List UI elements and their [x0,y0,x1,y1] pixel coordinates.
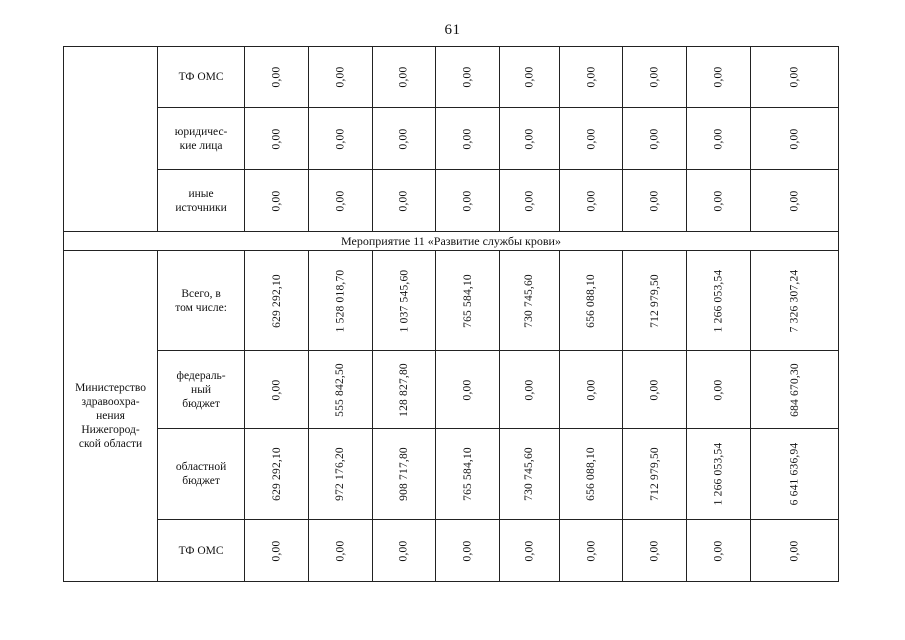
value-cell [687,108,751,170]
value-cell [687,251,751,351]
cell-value: 712 979,50 [648,447,661,501]
value-cell [308,108,372,170]
cell-value: 0,00 [585,190,598,211]
source-label: иные источники [158,170,245,232]
value-cell [308,251,372,351]
page-number: 61 [444,22,461,38]
cell-value: 1 037 545,60 [397,269,410,332]
value-cell [245,351,309,429]
value-cell [308,170,372,232]
source-label: ТФ ОМС [158,520,245,582]
value-cell [245,520,309,582]
source-label: юридичес- кие лица [158,108,245,170]
cell-value: 0,00 [461,190,474,211]
value-cell [750,170,838,232]
cell-value: 0,00 [523,540,536,561]
cell-value: 0,00 [397,190,410,211]
cell-value: 0,00 [461,66,474,88]
cell-value: 6 641 636,94 [788,442,801,506]
table-row [64,108,839,170]
value-cell [687,170,751,232]
cell-value: 0,00 [712,128,725,149]
table-row [64,520,839,582]
cell-value: 0,00 [585,128,598,149]
cell-value: 0,00 [712,190,725,211]
cell-value: 0,00 [648,379,661,400]
cell-value: 0,00 [397,540,410,561]
cell-value: 0,00 [270,190,283,211]
cell-value: 0,00 [397,128,410,149]
value-cell [750,251,838,351]
cell-value: 1 528 018,70 [334,269,347,332]
value-cell [687,520,751,582]
value-cell [500,520,560,582]
value-cell [372,108,436,170]
value-cell [623,520,687,582]
cell-value: 712 979,50 [648,273,661,328]
value-cell [308,520,372,582]
value-cell [245,429,309,520]
value-cell [245,170,309,232]
value-cell [750,47,838,108]
cell-value: 7 326 307,24 [788,269,801,332]
organization-cell-empty [64,47,158,232]
cell-value: 555 842,50 [334,362,347,417]
value-cell [500,170,560,232]
cell-value: 0,00 [788,66,801,88]
table-row [64,170,839,232]
cell-value: 0,00 [648,190,661,211]
value-cell [436,520,500,582]
cell-value: 0,00 [461,379,474,400]
cell-value: 0,00 [334,66,347,88]
cell-value: 656 088,10 [585,447,598,501]
cell-value: 0,00 [712,379,725,400]
value-cell [750,351,838,429]
source-label: федераль- ный бюджет [158,351,245,429]
value-cell [750,108,838,170]
value-cell [559,108,623,170]
value-cell [750,429,838,520]
value-cell [500,108,560,170]
value-cell [623,108,687,170]
value-cell [245,47,309,108]
cell-value: 0,00 [648,128,661,149]
cell-value: 0,00 [585,540,598,561]
value-cell [750,520,838,582]
cell-value: 0,00 [270,540,283,561]
value-cell [687,429,751,520]
cell-value: 0,00 [334,540,347,561]
value-cell [623,429,687,520]
value-cell [372,170,436,232]
value-cell [500,47,560,108]
value-cell [687,47,751,108]
funding-table [63,46,839,582]
cell-value: 908 717,80 [397,447,410,501]
value-cell [436,47,500,108]
cell-value: 972 176,20 [334,447,347,501]
value-cell [559,429,623,520]
value-cell [559,47,623,108]
value-cell [436,251,500,351]
cell-value: 656 088,10 [585,273,598,328]
cell-value: 0,00 [270,379,283,400]
cell-value: 0,00 [712,66,725,88]
cell-value: 730 745,60 [523,273,536,328]
event-row [64,232,839,251]
cell-value: 684 670,30 [788,362,801,417]
table-row [64,251,839,351]
value-cell [308,351,372,429]
value-cell [500,251,560,351]
cell-value: 0,00 [523,190,536,211]
source-label: Всего, в том числе: [158,251,245,351]
event-title: Мероприятие 11 «Развитие службы крови» [64,232,839,251]
value-cell [500,429,560,520]
cell-value: 0,00 [648,540,661,561]
value-cell [559,351,623,429]
table-row [64,429,839,520]
table-body [64,47,839,582]
cell-value: 0,00 [397,66,410,88]
cell-value: 0,00 [523,128,536,149]
cell-value: 1 266 053,54 [712,442,725,506]
value-cell [308,429,372,520]
value-cell [372,520,436,582]
source-label: областной бюджет [158,429,245,520]
value-cell [500,351,560,429]
table-row [64,47,839,108]
value-cell [623,351,687,429]
value-cell [559,251,623,351]
value-cell [436,429,500,520]
cell-value: 0,00 [788,540,801,561]
organization-name: Министерство здравоохра- нения Нижегород- ской области [64,251,158,582]
value-cell [623,251,687,351]
cell-value: 0,00 [270,66,283,88]
value-cell [372,429,436,520]
cell-value: 629 292,10 [270,273,283,328]
value-cell [623,170,687,232]
cell-value: 0,00 [334,190,347,211]
value-cell [308,47,372,108]
cell-value: 0,00 [648,66,661,88]
cell-value: 0,00 [270,128,283,149]
cell-value: 0,00 [461,128,474,149]
value-cell [559,170,623,232]
cell-value: 0,00 [585,379,598,400]
value-cell [372,47,436,108]
table-row [64,351,839,429]
value-cell [436,170,500,232]
value-cell [372,351,436,429]
cell-value: 0,00 [461,540,474,561]
cell-value: 0,00 [788,190,801,211]
cell-value: 0,00 [334,128,347,149]
value-cell [559,520,623,582]
cell-value: 765 584,10 [461,273,474,328]
value-cell [623,47,687,108]
cell-value: 765 584,10 [461,447,474,501]
cell-value: 0,00 [523,66,536,88]
cell-value: 730 745,60 [523,447,536,501]
source-label: ТФ ОМС [158,47,245,108]
value-cell [245,251,309,351]
value-cell [687,351,751,429]
value-cell [436,351,500,429]
cell-value: 629 292,10 [270,447,283,501]
value-cell [245,108,309,170]
cell-value: 0,00 [788,128,801,149]
value-cell [372,251,436,351]
cell-value: 0,00 [523,379,536,400]
cell-value: 128 827,80 [397,362,410,417]
value-cell [436,108,500,170]
cell-value: 1 266 053,54 [712,269,725,332]
cell-value: 0,00 [712,540,725,561]
cell-value: 0,00 [585,66,598,88]
